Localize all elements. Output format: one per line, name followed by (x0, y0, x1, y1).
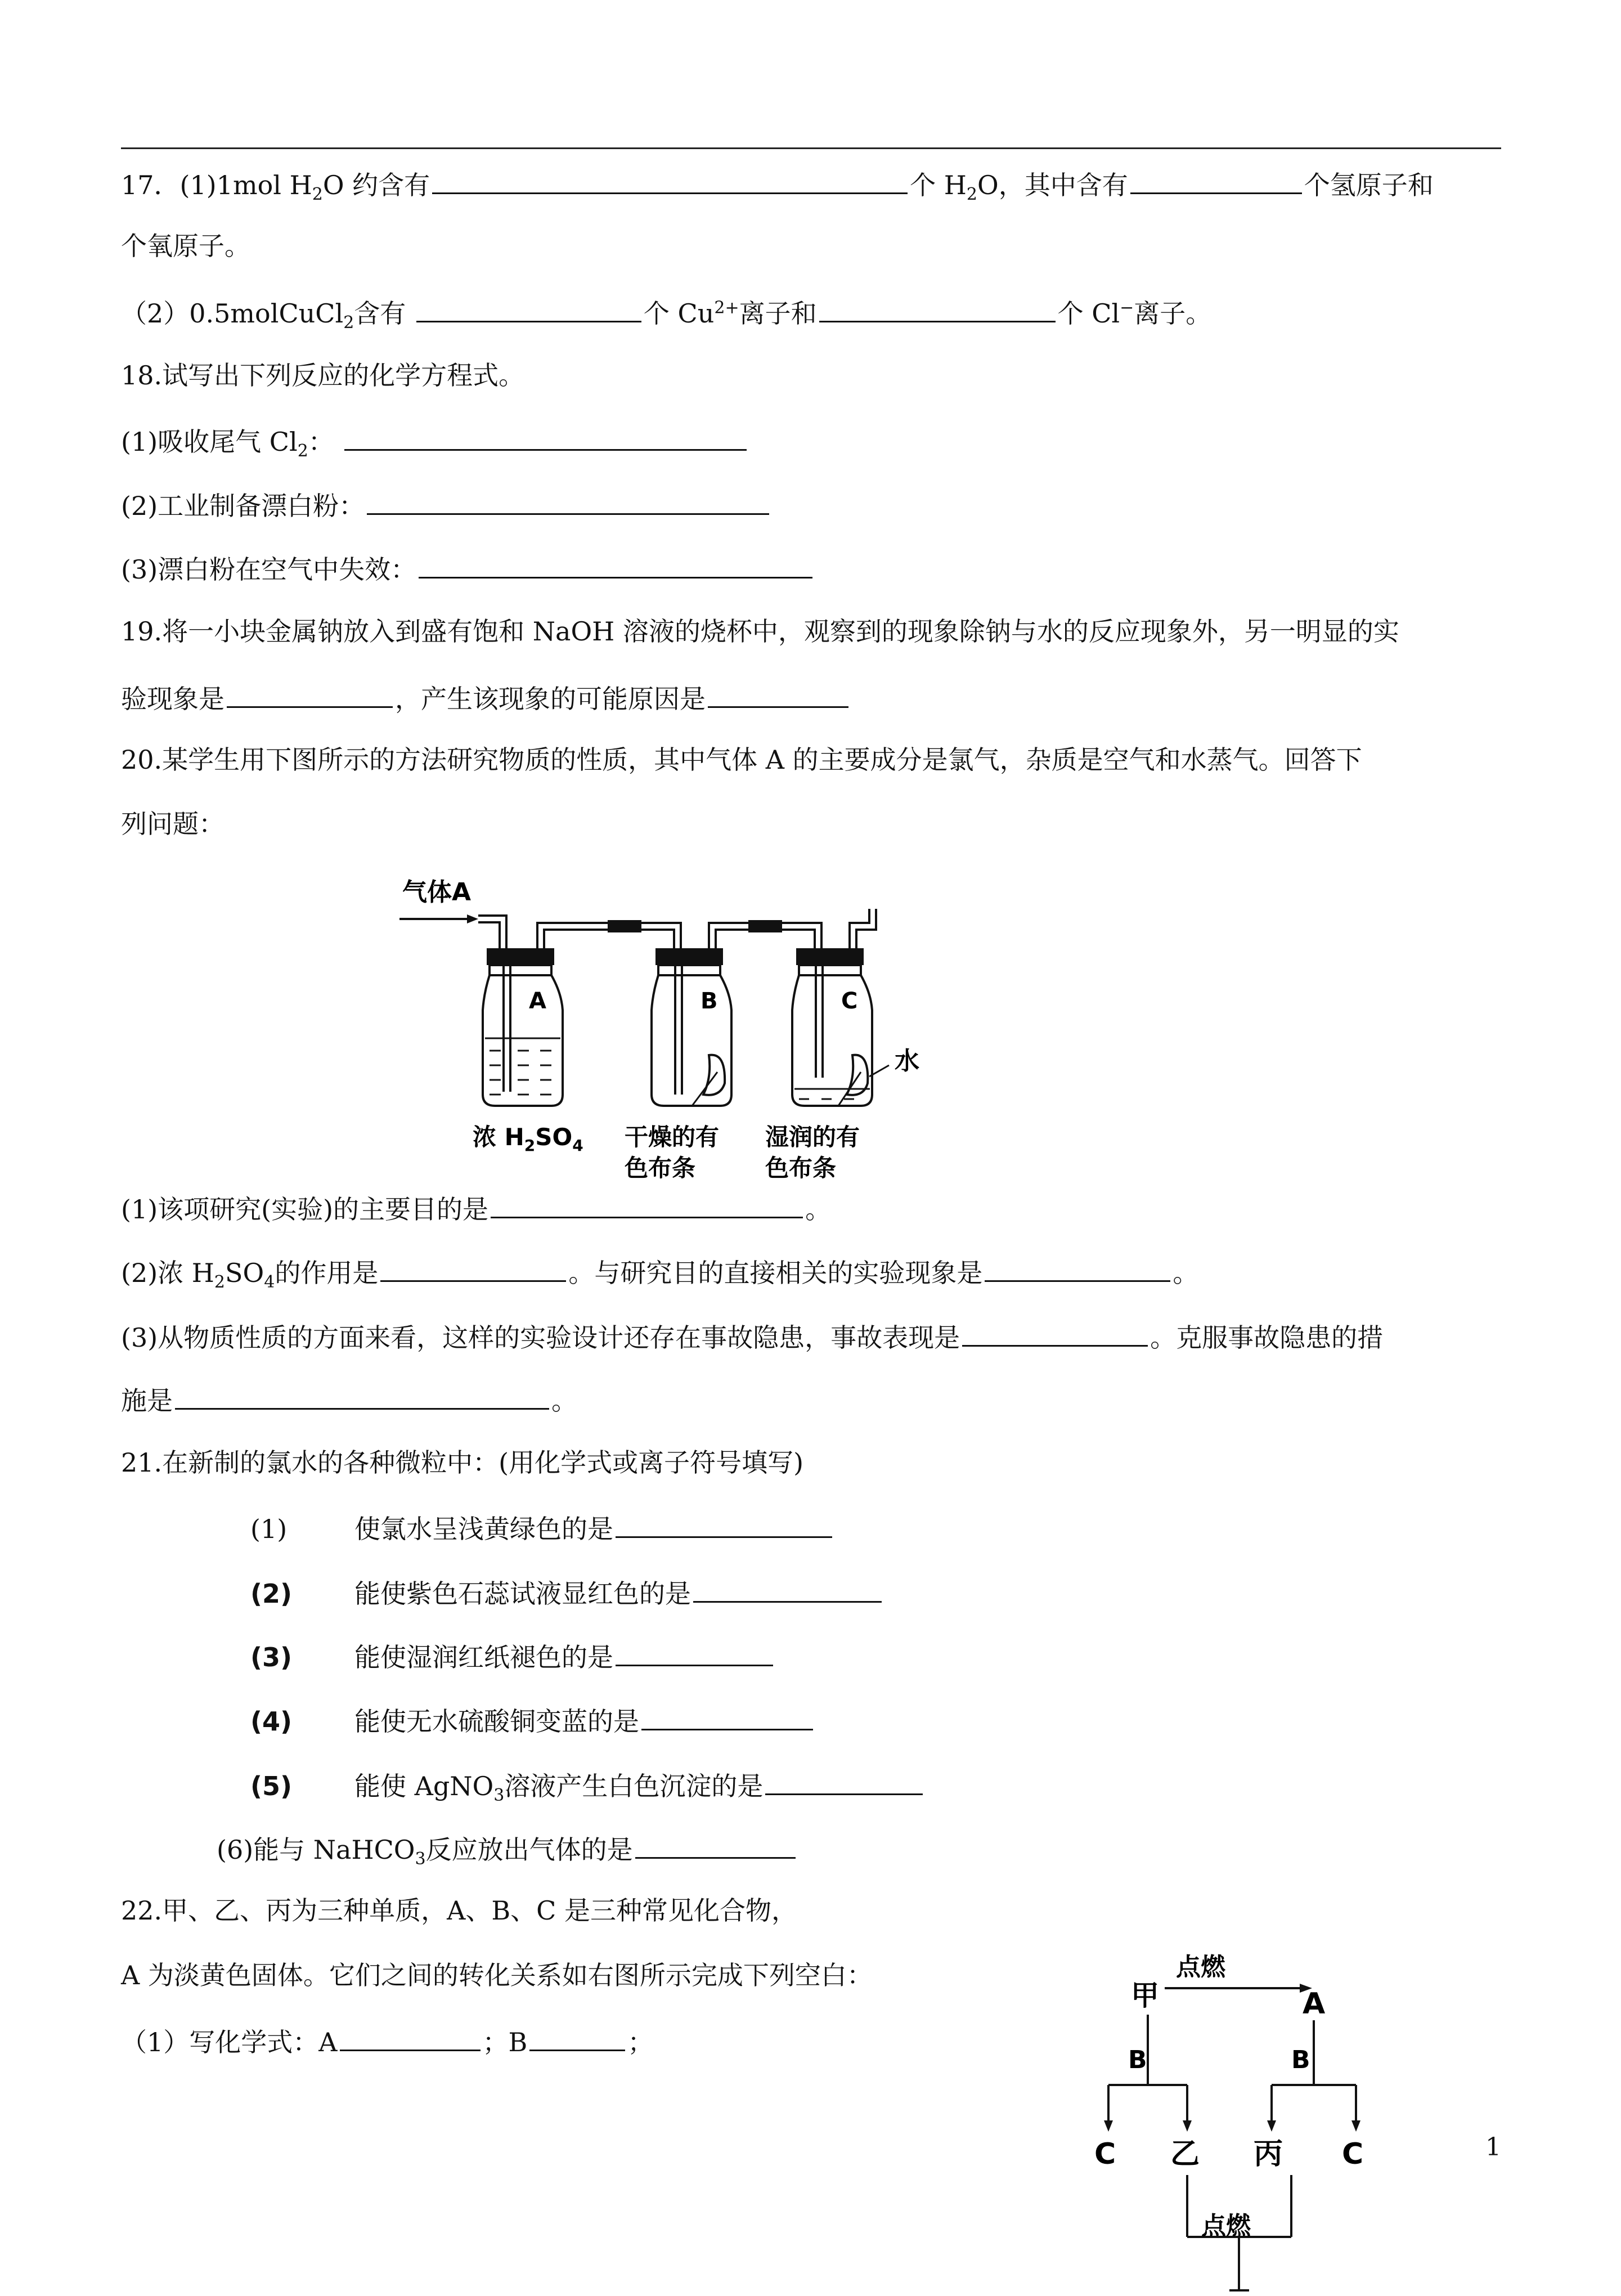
q19-line1: 19.将一小块金属钠放入到盛有饱和 NaOH 溶液的烧杯中，观察到的现象除钠与水的反应现象外，另一明显的实 (121, 616, 1399, 647)
q20-item3-line1: (3)从物质性质的方面来看，这样的实验设计还存在事故隐患，事故表现是 。克服事故隐患的措 (121, 1317, 1383, 1356)
answer-blank[interactable] (616, 1636, 773, 1666)
water-label: 水 (895, 1047, 919, 1075)
q22-line2: A 为淡黄色固体。它们之间的转化关系如右图所示完成下列空白： (121, 1960, 873, 1990)
bottle-c-label: C (841, 988, 858, 1014)
rubber-connector (608, 920, 641, 932)
rubber-connector (748, 920, 782, 932)
q21-item1: (1) 使氯水呈浅黄绿色的是 (250, 1508, 834, 1547)
q20-item2: (2)浓 $H_2SO_4$的作用是 。与研究目的直接相关的实验现象是 。 (121, 1252, 1198, 1291)
q21-item6: (6)能与 NaHCO$_3$反应放出气体的是 (217, 1829, 798, 1868)
answer-blank[interactable] (819, 293, 1056, 322)
answer-blank[interactable] (693, 1573, 882, 1603)
answer-blank[interactable] (765, 1765, 923, 1795)
q22-line3: （1）写化学式：A ；B ； (121, 2021, 653, 2060)
q18-item3: (3)漂白粉在空气中失效： (121, 549, 815, 588)
bottle-a-label: A (529, 988, 546, 1014)
gas-washing-apparatus-figure (388, 869, 928, 1190)
q20-item1: (1)该项研究(实验)的主要目的是 。 (121, 1189, 831, 1227)
answer-blank[interactable] (416, 293, 641, 322)
answer-blank[interactable] (344, 421, 747, 451)
q17-line1: 17．(1)1mol $H_2O$ 约含有 个 $H_2O$，其中含有 个氢原子和 (121, 164, 1434, 203)
q21-item5: (5) 能使 AgNO$_3$溶液产生白色沉淀的是 (250, 1765, 925, 1804)
c-label-left: C (1094, 2137, 1116, 2171)
answer-blank[interactable] (641, 1701, 813, 1730)
q21-item3: (3) 能使湿润红纸褪色的是 (250, 1636, 775, 1675)
answer-blank[interactable] (962, 1317, 1148, 1347)
q17-line2: 个氧原子。 (121, 231, 250, 261)
q18-item2: (2)工业制备漂白粉： (121, 485, 771, 524)
answer-blank[interactable] (529, 2021, 625, 2051)
ignite-label-top: 点燃 (1176, 1953, 1225, 1981)
answer-blank[interactable] (340, 2021, 481, 2051)
top-rule (121, 147, 1501, 149)
q20-line1: 20.某学生用下图所示的方法研究物质的性质，其中气体 A 的主要成分是氯气，杂质是空气和水蒸气。回答下 (121, 745, 1362, 775)
q21-item2: (2) 能使紫色石蕊试液显红色的是 (250, 1573, 884, 1612)
q21-item4: (4) 能使无水硫酸铜变蓝的是 (250, 1701, 815, 1739)
q22-line1: 22.甲、乙、丙为三种单质，A、B、C 是三种常见化合物， (121, 1895, 797, 1926)
bottle-c (792, 909, 919, 1106)
answer-blank[interactable] (616, 1508, 832, 1538)
a-label: A (1303, 1987, 1326, 2021)
q20-item3-line2: 施是 。 (121, 1380, 577, 1419)
ignite-label-bottom: 点燃 (1201, 2212, 1251, 2240)
label-wet-cloth-1: 湿润的有 (765, 1123, 860, 1151)
label-dry-cloth-2: 色布条 (625, 1154, 696, 1182)
label-dry-cloth-1: 干燥的有 (625, 1123, 720, 1151)
answer-blank[interactable] (367, 485, 769, 515)
q19-line2: 验现象是 ，产生该现象的可能原因是 (121, 678, 851, 717)
label-conc-sulfuric-acid: 浓 $H_2SO_4$ (473, 1123, 583, 1155)
q20-line2: 列问题： (121, 809, 224, 839)
gas-a-label: 气体A (402, 878, 472, 907)
q18-title: 18.试写出下列反应的化学方程式。 (121, 360, 525, 391)
answer-blank[interactable] (985, 1252, 1170, 1282)
answer-blank[interactable] (708, 678, 848, 708)
answer-blank[interactable] (635, 1829, 796, 1859)
bottle-b (652, 923, 748, 1106)
label-wet-cloth-2: 色布条 (765, 1154, 837, 1182)
bottle-a (483, 923, 608, 1106)
answer-blank[interactable] (432, 164, 908, 194)
answer-blank[interactable] (175, 1380, 549, 1410)
page-number: 1 (1485, 2133, 1501, 2162)
dry-cloth-strip (703, 1055, 725, 1095)
jia-label: 甲 (1131, 1979, 1159, 2012)
q21-title: 21.在新制的氯水的各种微粒中：(用化学式或离子符号填写) (121, 1447, 804, 1478)
answer-blank[interactable] (419, 549, 812, 579)
c-label-right: C (1342, 2137, 1364, 2171)
bottle-b-label: B (701, 988, 718, 1014)
answer-blank[interactable] (491, 1189, 803, 1218)
answer-blank[interactable] (1130, 164, 1302, 194)
answer-blank[interactable] (380, 1252, 566, 1282)
yi-label: 乙 (1170, 2137, 1200, 2171)
answer-blank[interactable] (227, 678, 393, 708)
b-label-left: B (1128, 2046, 1147, 2074)
q18-item1: (1)吸收尾气 $Cl_2$： (121, 421, 749, 460)
b-label-right: B (1291, 2046, 1310, 2074)
conversion-relationship-diagram (1092, 1953, 1395, 2296)
bing-label: 丙 (1254, 2137, 1283, 2171)
q17-line3: （2）0.5molCuCl$_2$含有 个 $Cu^{2+}$离子和 个 Cl−离子。 (121, 293, 1211, 331)
